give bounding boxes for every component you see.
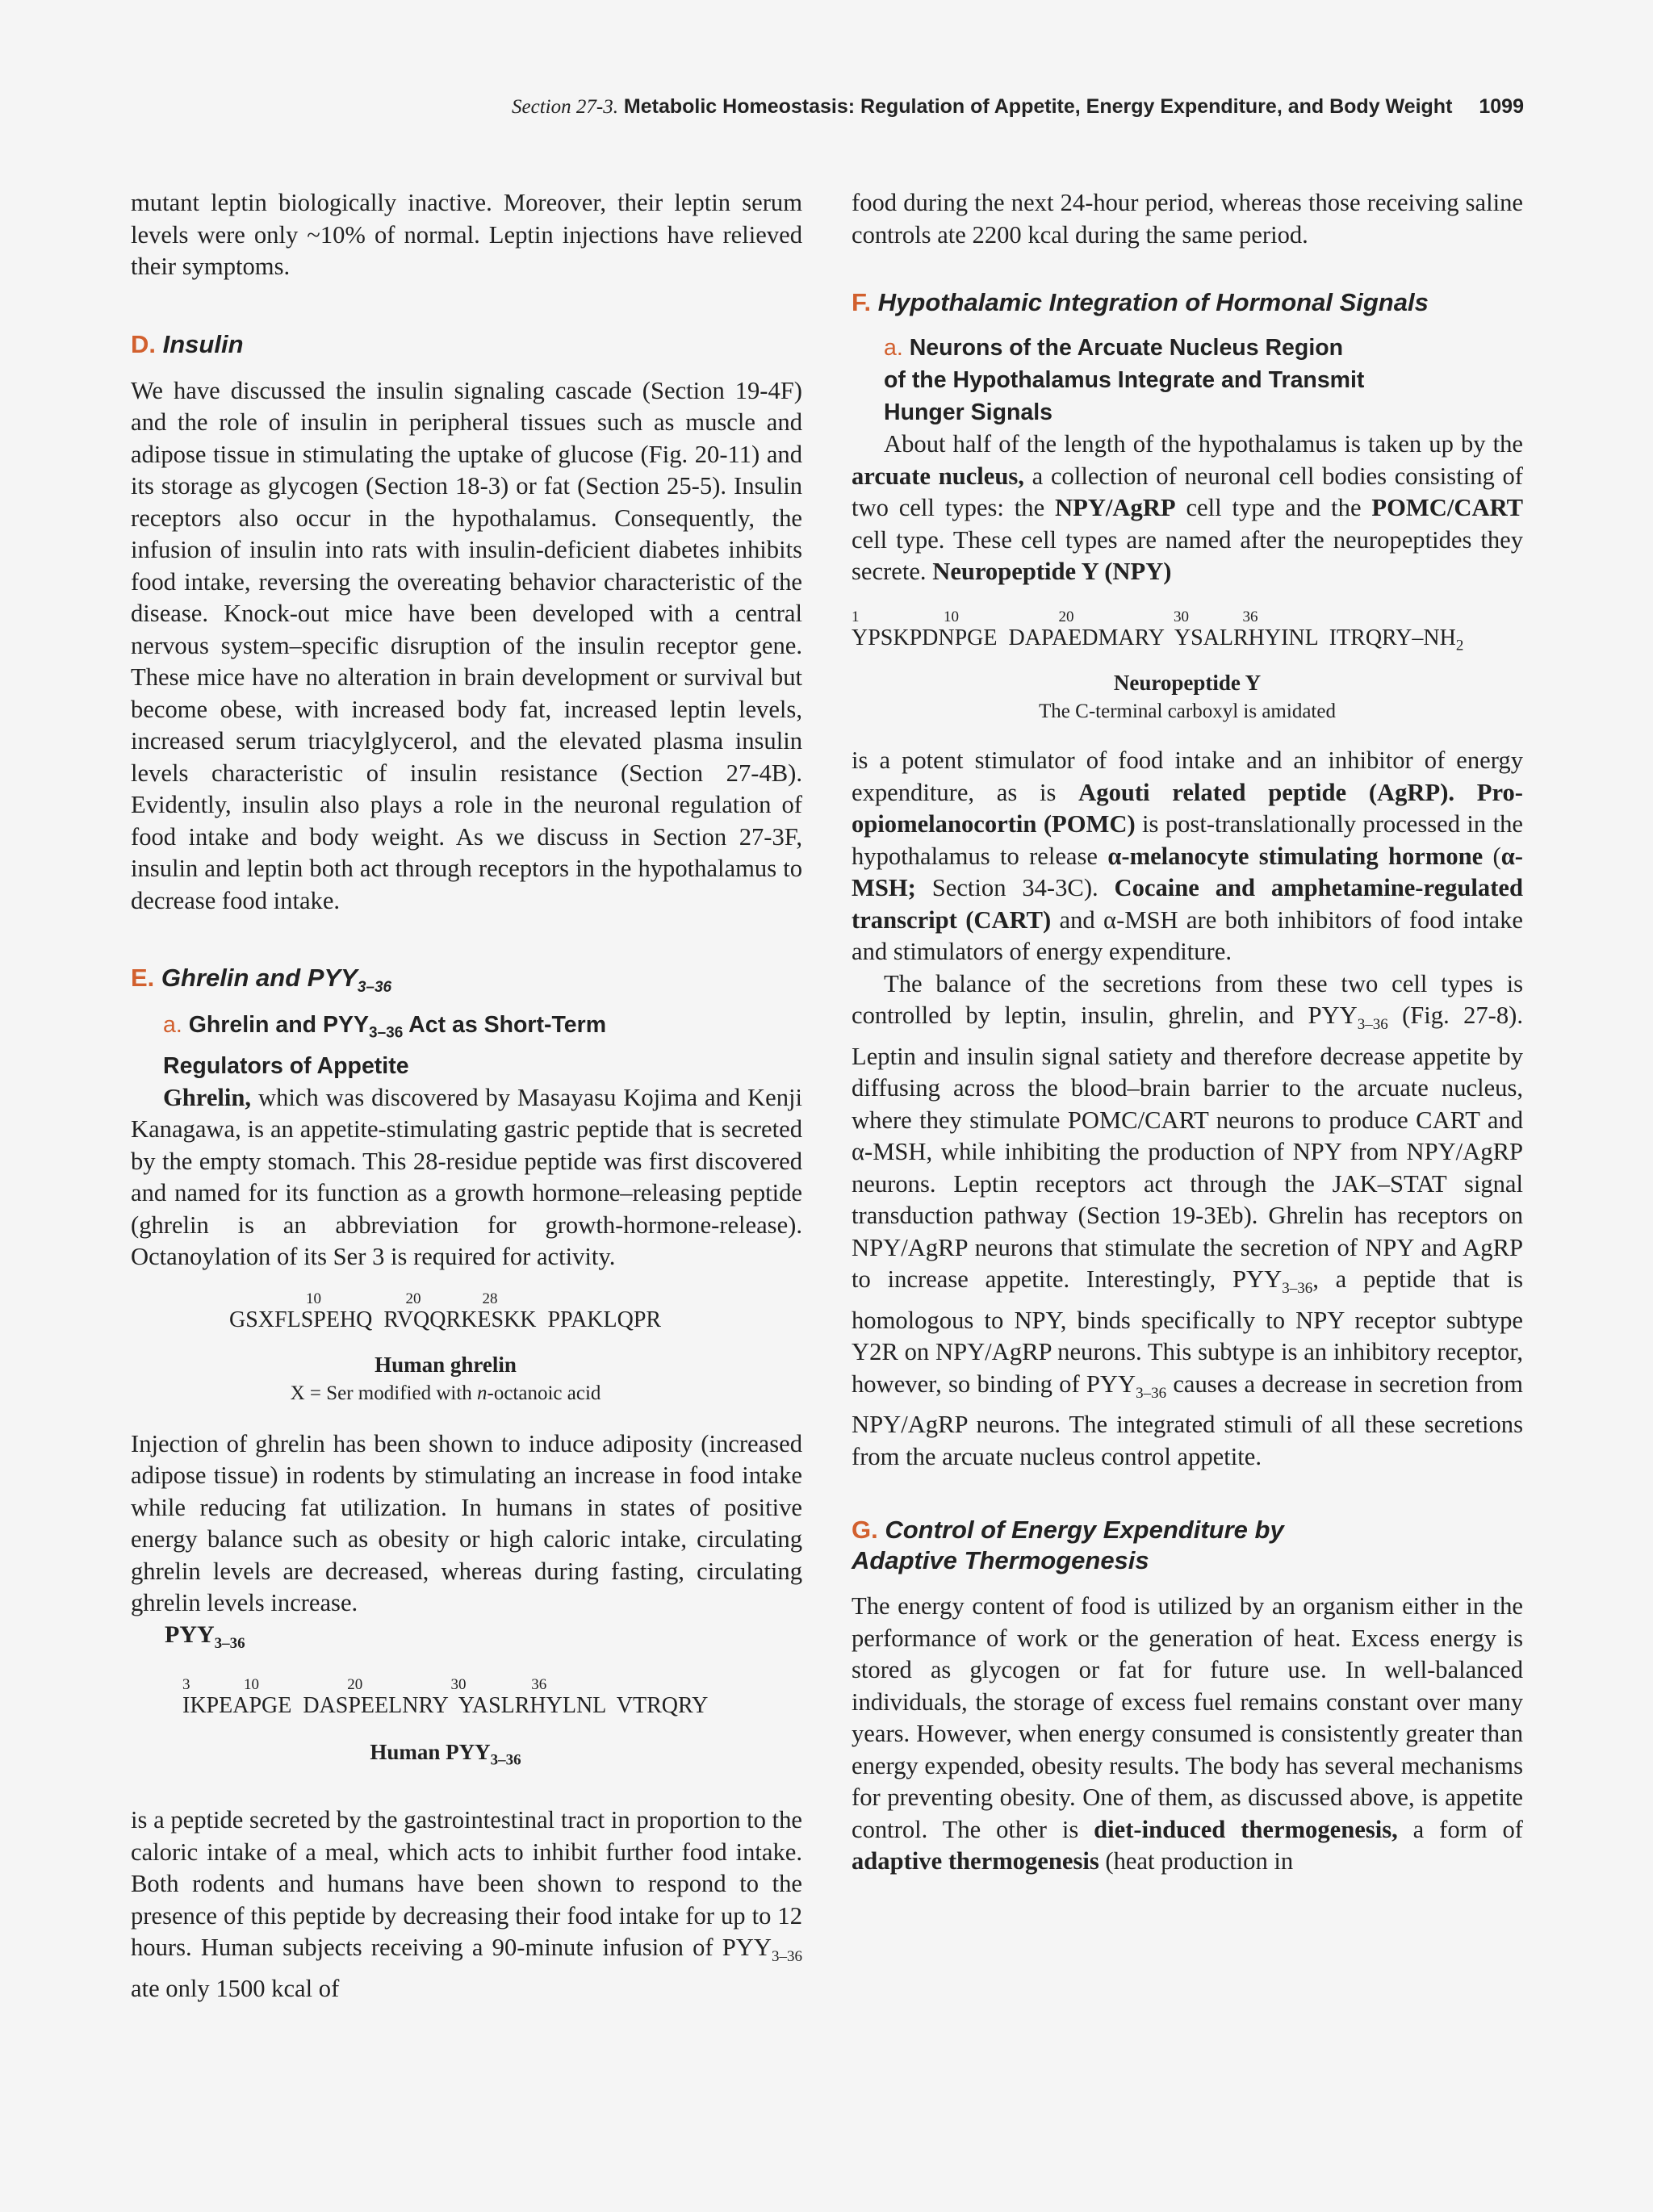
paragraph-text: is a potent stimulator of food intake and an inhibitor of energy expenditure, as is — [852, 746, 1523, 806]
subsection-heading-ea — [163, 1009, 802, 1082]
section-number: D. — [131, 329, 156, 358]
subsection-title-l2: of the Hypothalamus Integrate and Transmit — [884, 367, 1365, 393]
subscript: 3–36 — [772, 1948, 802, 1966]
section-heading-e — [131, 962, 802, 1004]
sequence: GSXFLSPEHQ RVQQRKESKK PPAKLQPR — [229, 1307, 662, 1332]
section-title: Insulin — [162, 329, 244, 358]
term: POMC/CART — [1371, 494, 1523, 521]
term: α-melanocyte stimulating hormone — [1107, 842, 1484, 870]
term: Agouti related peptide (AgRP). Pro-opiomelanocortin (POMC) — [852, 778, 1523, 838]
paragraph-thermogenesis — [852, 1591, 1523, 1878]
subscript: 3–36 — [214, 1634, 245, 1652]
figure-note — [131, 1380, 760, 1407]
caption-text: Human PYY — [370, 1739, 491, 1764]
paragraph-text: , a peptide that is homologous to NPY, binds specifically to NPY receptor subtype Y2R on NPY/AgRP neurons. This subtype is an inhibitory receptor, however, so binding of PYY — [852, 1265, 1523, 1398]
sequence-numbers: 1 10 20 30 36 — [852, 608, 1258, 625]
paragraph-balance — [852, 968, 1523, 1474]
subsection-title-l2: Regulators of Appetite — [163, 1052, 409, 1079]
subscript: 3–36 — [1136, 1384, 1167, 1402]
subscript: 3–36 — [357, 979, 392, 997]
note-text: X = Ser modified with — [290, 1382, 478, 1404]
term: adaptive thermogenesis — [852, 1847, 1099, 1875]
section-number: G. — [852, 1516, 878, 1545]
paragraph-text: (heat production in — [1099, 1847, 1294, 1875]
section-heading-g — [852, 1515, 1523, 1576]
section-number: E. — [131, 964, 155, 992]
note-text: -octanoic acid — [487, 1382, 601, 1404]
sequence-text: YPSKPDNPGE DAPAEDMARY YSALRHYINL ITRQRY–NH — [852, 625, 1456, 650]
running-header — [129, 95, 1524, 119]
subsection-title-l3: Hunger Signals — [884, 399, 1053, 425]
paragraph-text: About half of the length of the hypothalamus is taken up by the — [884, 430, 1523, 458]
term: arcuate nucleus, — [852, 462, 1024, 490]
paragraph-text: The energy content of food is utilized by an organism either in the performance of work or the generation of heat. Excess energy is stored as glycogen or fat for future use. In well-balanced individuals, the storage of excess fuel remains constant over many years. However, when energy consumed is consistently greater than energy expended, obesity results. The body has several mechanisms for preventing obesity. One of them, as discussed above, is appetite control. The other is — [852, 1592, 1523, 1843]
term: NPY/AgRP — [1055, 494, 1176, 521]
paragraph-text: (Fig. 27-8). Leptin and insulin signal satiety and therefore decrease appetite by diffusing across the blood–brain barrier to the arcuate nucleus, where they stimulate POMC/CART neurons to produce CART and α-MSH, while inhibiting the production of NPY from NPY/AgRP neurons. Leptin receptors act through the JAK–STAT signal transduction pathway (Section 19-3Eb). Ghrelin has receptors on NPY/AgRP neurons that stimulate the secretion of NPY and AgRP to increase appetite. Interestingly, PYY — [852, 1001, 1523, 1294]
header-section: Section 27-3. — [512, 96, 618, 118]
pyy-label-text: PYY — [165, 1620, 215, 1648]
section-heading-d — [131, 328, 802, 361]
paragraph-arcuate — [852, 429, 1523, 588]
pyy-sequence-figure — [182, 1677, 802, 1719]
subscript: 3–36 — [369, 1024, 404, 1042]
paragraph-text: a form of — [1397, 1815, 1523, 1843]
paragraph-text: cell type and the — [1175, 494, 1372, 521]
subsection-title-l1: Ghrelin and PYY — [188, 1012, 369, 1039]
subsection-heading-fa — [884, 332, 1523, 429]
section-title-l1: Control of Energy Expenditure by — [885, 1516, 1284, 1545]
ghrelin-sequence-figure — [229, 1291, 802, 1333]
sequence: IKPEAPGE DASPEELNRY YASLRHYLNL VTRQRY — [182, 1692, 709, 1718]
right-column — [852, 187, 1523, 1878]
paragraph-text: causes a decrease in secretion from NPY/AgRP neurons. The integrated stimuli of all these secretions from the arcuate nucleus control appetite. — [852, 1369, 1523, 1470]
sequence-numbers: 3 10 20 30 36 — [182, 1675, 547, 1693]
section-number: F. — [852, 288, 872, 316]
figure-caption: Human ghrelin — [375, 1352, 517, 1377]
paragraph-text: is post-translationally processed in the hypothalamus to release — [852, 810, 1523, 870]
section-title: Ghrelin and PYY — [161, 964, 358, 992]
section-heading-f — [852, 286, 1523, 319]
page-number: 1099 — [1479, 95, 1524, 118]
subscript: 3–36 — [1282, 1280, 1313, 1298]
paragraph-pyy — [131, 1804, 802, 2005]
figure-caption — [131, 1737, 760, 1775]
paragraph-ghrelin-effects: Injection of ghrelin has been shown to induce adiposity (increased adipose tissue) in rodents by stimulating an increase in food intake while reducing fat utilization. In humans in states of positive energy balance such as obesity or high caloric intake, circulating ghrelin levels are decreased, whereas during fasting, circulating ghrelin levels increase. — [131, 1429, 802, 1617]
term: Neuropeptide Y (NPY) — [932, 558, 1172, 585]
paragraph-text: ( — [1483, 842, 1501, 870]
section-title-l2: Adaptive Thermogenesis — [852, 1546, 1149, 1575]
term: Cocaine and amphetamine-regulated transcript (CART) — [852, 874, 1523, 934]
subscript: 2 — [1455, 637, 1464, 654]
paragraph-intro-right: food during the next 24-hour period, whereas those receiving saline controls ate 2200 kcal during the same period. — [852, 189, 1523, 249]
paragraph-text: Section 34-3C). — [915, 874, 1115, 902]
paragraph-text: cell type. These cell types are named after the neuropeptides they secrete. — [852, 525, 1523, 585]
note-italic: n — [477, 1382, 488, 1404]
pyy-label — [165, 1620, 802, 1659]
subscript: 3–36 — [490, 1751, 521, 1769]
paragraph-text: and α-MSH are both inhibitors of food intake and stimulators of energy expenditure. — [852, 905, 1523, 966]
sequence-numbers: 10 20 28 — [229, 1290, 498, 1307]
term-ghrelin: Ghrelin, — [163, 1083, 252, 1111]
paragraph-text: ate only 1500 kcal of — [131, 1974, 340, 2002]
paragraph-ghrelin — [131, 1082, 802, 1273]
subsection-number: a. — [884, 335, 903, 361]
section-title: Hypothalamic Integration of Hormonal Signals — [877, 288, 1429, 316]
subscript: 3–36 — [1357, 1016, 1388, 1034]
subsection-title-l1-end: Act as Short-Term — [403, 1012, 607, 1039]
figure-caption: Neuropeptide Y — [1113, 671, 1262, 696]
subsection-number: a. — [163, 1012, 182, 1039]
paragraph-intro-left: mutant leptin biologically inactive. Moreover, their leptin serum levels were only ~10% of normal. Leptin injections have relieved their symptoms. — [131, 189, 802, 280]
term: diet-induced thermogenesis, — [1094, 1815, 1398, 1843]
term: α-MSH; — [852, 842, 1523, 902]
sequence — [852, 625, 1523, 655]
paragraph-text: is a peptide secreted by the gastrointestinal tract in proportion to the caloric intake of a meal, which acts to inhibit further food intake. Both rodents and humans have been shown to respond to the presence of this peptide by decreasing their food intake for up to 12 hours. Human subjects receiving a 90-minute infusion of PYY — [131, 1806, 802, 1962]
paragraph-insulin: We have discussed the insulin signaling cascade (Section 19-4F) and the role of insulin in peripheral tissues such as muscle and adipose tissue in stimulating the uptake of glucose (Fig. 20-11) and its storage as glycogen (Section 18-3) or fat (Section 25-5). Insulin receptors also occur in the hypothalamus. Consequently, the infusion of insulin into rats with insulin-deficient diabetes inhibits food intake, reversing the overeating behavior characteristic of the disease. Knock-out mice have been developed with a central nervous system–specific disruption of the insulin receptor gene. These mice have no alteration in brain development or survival but become obese, with increased body fat, increased leptin levels, increased serum triacylglycerol, and the elevated plasma insulin levels characteristic of insulin resistance (Section 27-4B). Evidently, insulin also plays a role in the neuronal regulation of food intake and body weight. As we discuss in Section 27-3F, insulin and leptin both act through receptors in the hypothalamus to decrease food intake. — [131, 376, 802, 914]
paragraph-text: The balance of the secretions from these two cell types is controlled by leptin, insulin, ghrelin, and PYY — [852, 969, 1523, 1030]
paragraph-text: a collection of neuronal cell bodies consisting of two cell types: the — [852, 462, 1523, 521]
left-column — [131, 187, 802, 2005]
paragraph-text: which was discovered by Masayasu Kojima and Kenji Kanagawa, is an appetite-stimulating gastric peptide that is secreted by the empty stomach. This 28-residue peptide was first discovered and named for its function as a growth hormone–releasing peptide (ghrelin is an abbreviation for growth-hormone-release). Octanoylation of its Ser 3 is required for activity. — [131, 1083, 802, 1271]
figure-note: The C-terminal carboxyl is amidated — [1039, 700, 1336, 723]
header-title: Metabolic Homeostasis: Regulation of Appetite, Energy Expenditure, and Body Weight — [623, 95, 1453, 118]
npy-sequence-figure — [852, 609, 1523, 655]
paragraph-agrp-pomc — [852, 745, 1523, 968]
subsection-title-l1: Neurons of the Arcuate Nucleus Region — [909, 335, 1344, 361]
